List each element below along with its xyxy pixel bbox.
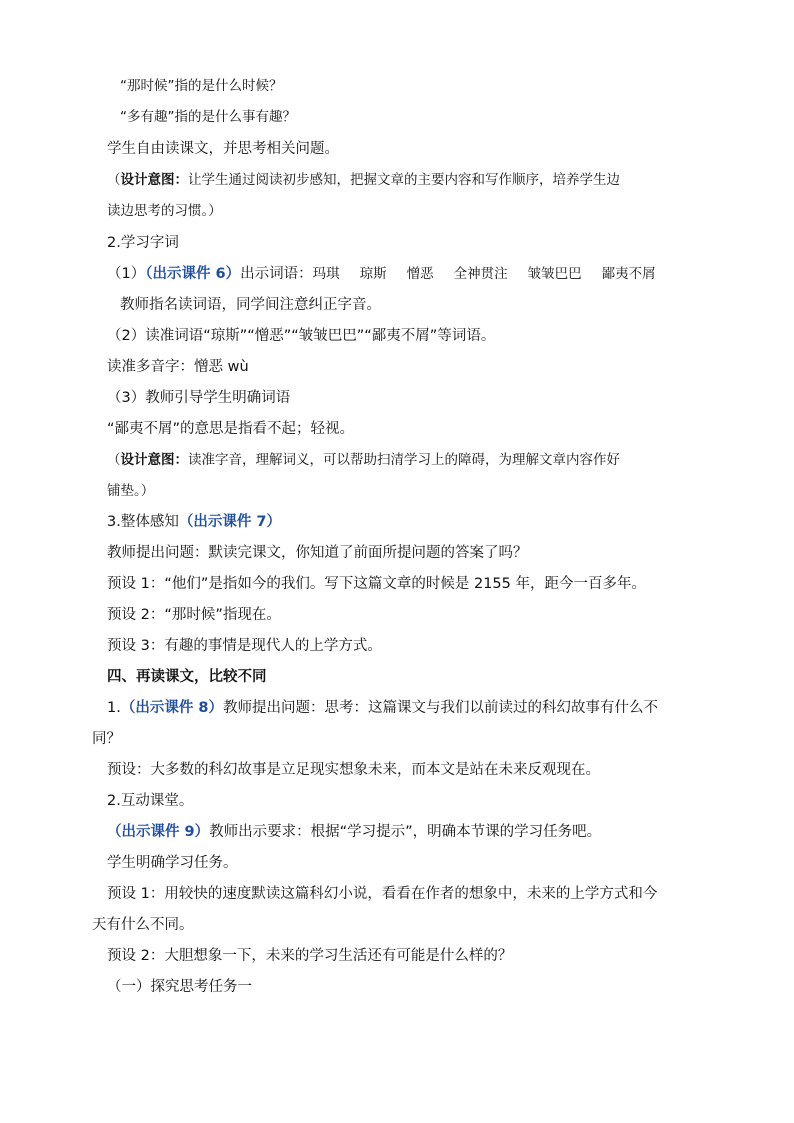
- design-intent-1-line-a: [107, 170, 620, 190]
- vocab-word: 鄙夷不屑: [601, 266, 656, 282]
- learning-prompt-line: [107, 822, 601, 842]
- courseware-6-tag: （出示课件 6）: [145, 266, 241, 282]
- word-meaning: “鄙夷不屑”的意思是指看不起；轻视。: [107, 421, 355, 437]
- compare-question-line-b: 同？: [92, 731, 121, 747]
- vocab-item-3: （3）教师引导学生明确词语: [107, 390, 291, 406]
- design-intent-2-line-a: [107, 450, 620, 470]
- subsection-task-1: （一）探究思考任务一: [107, 979, 252, 995]
- vocab-word: 琼斯: [359, 266, 387, 282]
- design-intent-1-line-b: 读边思考的习惯。）: [107, 203, 222, 219]
- task-preset-1-line-a: 预设 1：用较快的速度默读这篇科幻小说，看看在作者的想象中，未来的上学方式和今: [107, 886, 658, 902]
- section-4-heading: 四、再读课文，比较不同: [107, 669, 267, 685]
- vocab-lead: 出示词语：: [240, 266, 313, 282]
- vocab-word: 憎恶: [406, 266, 434, 282]
- item-number: （1）: [107, 266, 146, 282]
- courseware-8-tag: （出示课件 8）: [120, 700, 223, 716]
- section-3-label: 3.整体感知: [107, 514, 179, 530]
- paren-open: （: [107, 452, 121, 468]
- overall-question: 教师提出问题：默读完课文，你知道了前面所提问题的答案了吗？: [107, 545, 528, 561]
- vocab-word: 玛琪: [312, 266, 340, 282]
- vocab-words-line: [107, 264, 656, 284]
- design-intent-label: 设计意图：: [120, 172, 188, 188]
- design-intent-text: 读准字音，理解词义，可以帮助扫清学习上的障碍，为理解文章内容作好: [188, 452, 620, 468]
- interactive-class-title: 2.互动课堂。: [107, 793, 194, 809]
- free-reading-instruction: 学生自由读课文，并思考相关问题。: [107, 141, 339, 157]
- item-number: 1.: [107, 700, 121, 716]
- preset-3: 预设 3：有趣的事情是现代人的上学方式。: [107, 638, 382, 654]
- polyphone-note: 读准多音字：憎恶 wù: [107, 359, 249, 375]
- design-intent-2-line-b: 铺垫。）: [107, 483, 155, 499]
- students-clarify-task: 学生明确学习任务。: [107, 855, 238, 871]
- vocab-item-2: （2）读准词语“琼斯”“憎恶”“皱皱巴巴”“鄙夷不屑”等词语。: [107, 328, 496, 344]
- compare-preset: 预设：大多数的科幻故事是立足现实想象未来，而本文是站在未来反观现在。: [107, 762, 600, 778]
- vocab-word: 全神贯注: [453, 266, 508, 282]
- vocab-word: 皱皱巴巴: [527, 266, 582, 282]
- question-that-time: “那时候”指的是什么时候？: [120, 78, 283, 94]
- compare-question-line-a: [107, 698, 658, 718]
- learning-prompt-text: 教师出示要求：根据“学习提示”，明确本节课的学习任务吧。: [209, 824, 602, 840]
- task-preset-2: 预设 2：大胆想象一下，未来的学习生活还有可能是什么样的？: [107, 948, 513, 964]
- compare-question-text: 教师提出问题：思考：这篇课文与我们以前读过的科幻故事有什么不: [222, 700, 658, 716]
- courseware-9-tag: （出示课件 9）: [107, 824, 210, 840]
- task-preset-1-line-b: 天有什么不同。: [92, 917, 194, 933]
- preset-1: 预设 1：“他们”是指如今的我们。写下这篇文章的时候是 2155 年，距今一百多年。: [107, 576, 646, 592]
- teacher-read-note: 教师指名读词语，同学间注意纠正字音。: [120, 297, 381, 313]
- question-what-fun: “多有趣”指的是什么事有趣？: [120, 109, 296, 125]
- design-intent-label: 设计意图：: [120, 452, 188, 468]
- courseware-7-tag: （出示课件 7）: [178, 514, 281, 530]
- design-intent-text: 让学生通过阅读初步感知，把握文章的主要内容和写作顺序，培养学生边: [188, 172, 620, 188]
- section-2-title: 2.学习字词: [107, 235, 179, 251]
- paren-open: （: [107, 172, 121, 188]
- section-3-title: [107, 512, 281, 532]
- preset-2: 预设 2：“那时候”指现在。: [107, 607, 281, 623]
